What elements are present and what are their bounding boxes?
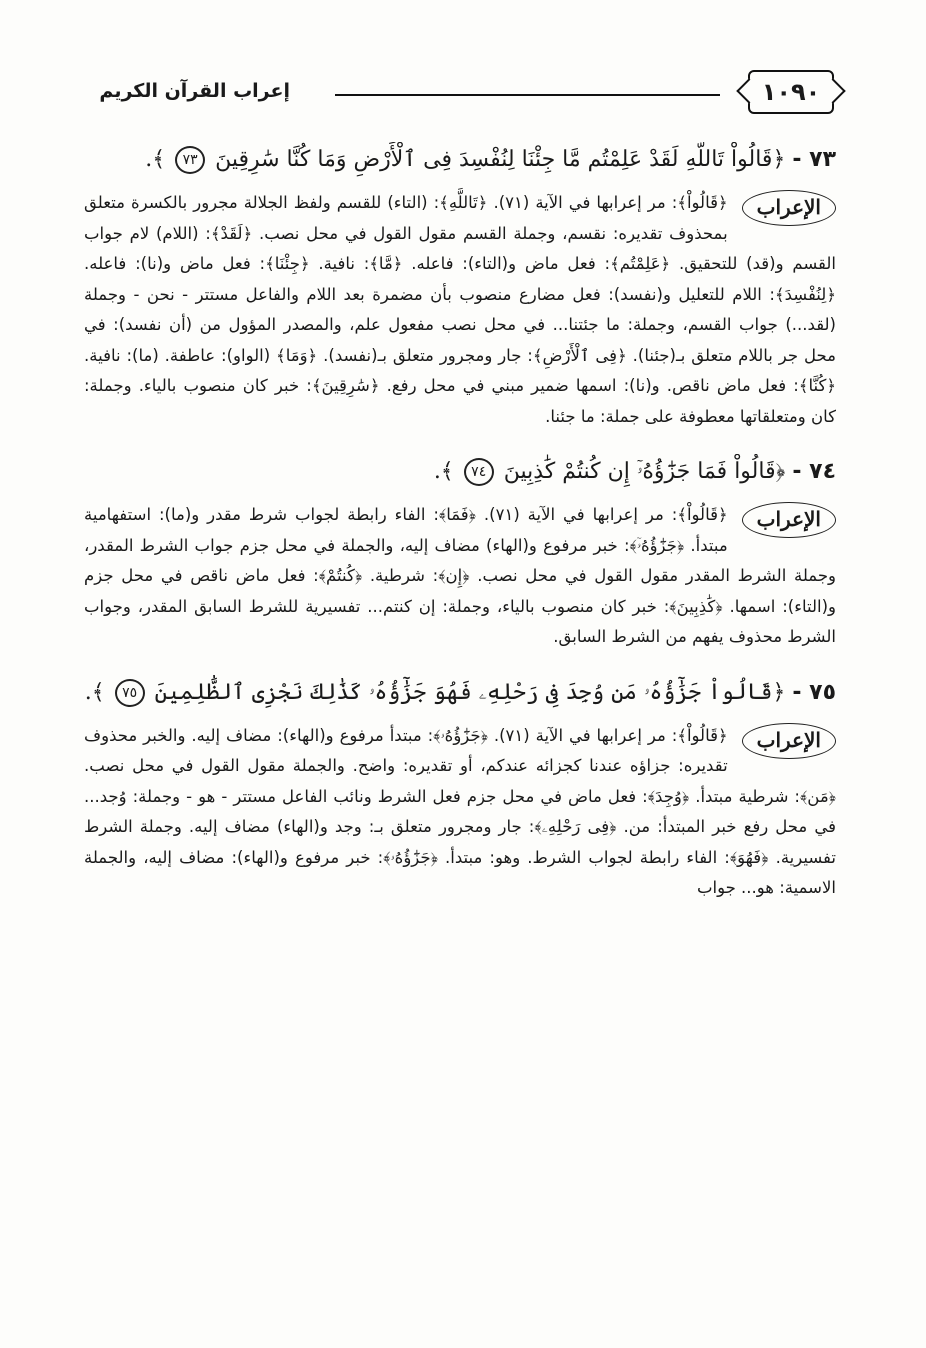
- verse-section-75: [84, 675, 836, 904]
- irab-paragraph: [84, 721, 836, 904]
- irab-text: ﴿قَالُواْ﴾: مر إعرابها في الآية (٧١). ﴿فَمَا﴾: الفاء رابطة لجواب شرط مقدر و(ما): استفهامية مبتدأ. ﴿جَزَٰٓؤُهُۥٓ﴾: خبر مرفوع و(الهاء) مضاف إليه، والجملة في محل جزم جواب الشرط المقدر، وجملة الشرط المقدر مقول القول في محل نصب. ﴿إِن﴾: شرطية. ﴿كُنتُمْ﴾: فعل ماض ناقص في محل جزم و(التاء): اسمها. ﴿كَٰذِبِينَ﴾: خبر كان منصوب بالياء، وجملة: إن كنتم... تفسيرية للشرط السابق المقدر، وجواب الشرط محذوف يفهم من الشرط السابق.: [84, 505, 836, 646]
- irab-paragraph: [84, 188, 836, 432]
- irab-label: الإعراب: [742, 723, 836, 759]
- page-header: [90, 66, 840, 126]
- verse-line: [84, 454, 836, 490]
- verse-close: ﴾.: [84, 679, 105, 705]
- verse-text: ﴿قَالُواْ جَزَٰٓؤُهُۥ مَن وُجِدَ فِى رَحْلِهِۦ فَهُوَ جَزَٰٓؤُهُۥ كَذَٰلِكَ نَجْزِى ٱلظَّٰلِمِينَ: [154, 679, 786, 705]
- irab-paragraph: [84, 500, 836, 653]
- header-rule: [335, 94, 720, 96]
- verse-number: ٧٤ -: [792, 459, 836, 484]
- page-content: [84, 142, 836, 926]
- verse-text: ﴿قَالُواْ فَمَا جَزَٰٓؤُهُۥٓ إِن كُنتُمْ كَٰذِبِينَ: [503, 459, 786, 484]
- ayah-end-marker: ٧٤: [464, 458, 494, 486]
- page-number: ١٠٩٠: [748, 70, 834, 114]
- verse-number: ٧٣ -: [792, 147, 836, 172]
- verse-number: ٧٥ -: [792, 679, 836, 705]
- ayah-end-marker: ٧٣: [175, 146, 205, 174]
- verse-text: ﴿قَالُواْ تَاللَّهِ لَقَدْ عَلِمْتُم مَّا جِئْنَا لِنُفْسِدَ فِى ٱلْأَرْضِ وَمَا كُنَّا سَٰرِقِينَ: [215, 147, 786, 172]
- irab-text: ﴿قَالُواْ﴾: مر إعرابها في الآية (٧١). ﴿جَزَٰٓؤُهُۥ﴾: مبتدأ مرفوع و(الهاء): مضاف إليه. والخبر محذوف تقديره: جزاؤه عندنا كجزائه عندكم، أو تقديره: واضح. والجملة مقول القول في محل نصب. ﴿مَن﴾: شرطية مبتدأ. ﴿وُجِدَ﴾: فعل ماض في محل جزم فعل الشرط ونائب الفاعل مستتر - هو - وجملة: وُجد... في محل رفع خبر المبتدأ: من. ﴿فِى رَحْلِهِۦ﴾: جار ومجرور متعلق بـ: وجد و(الهاء) مضاف إليه. وجملة الشرط تفسيرية. ﴿فَهُوَ﴾: الفاء رابطة لجواب الشرط. وهو: مبتدأ. ﴿جَزَٰٓؤُهُۥ﴾: خبر مرفوع و(الهاء): مضاف إليه، والجملة الاسمية: هو... جواب: [84, 725, 836, 897]
- irab-text: ﴿قَالُواْ﴾: مر إعرابها في الآية (٧١). ﴿تَاللَّهِ﴾: (التاء) للقسم ولفظ الجلالة مجرور بالكسرة متعلق بمحذوف تقديره: نقسم، وجملة القسم مقول القول في محل نصب. ﴿لَقَدْ﴾: (اللام) لام جواب القسم و(قد) للتحقيق. ﴿عَلِمْتُم﴾: فعل ماض و(التاء): فاعله. ﴿مَّا﴾: نافية. ﴿جِئْنَا﴾: فعل ماض و(نا): فاعله. ﴿لِنُفْسِدَ﴾: اللام للتعليل و(نفسد): فعل مضارع منصوب بأن مضمرة بعد اللام والفاعل مستتر - نحن - وجملة (لقد...) جواب القسم، وجملة: ما جئتنا... في محل نصب مفعول علم، والمصدر المؤول من (أن نفسد): في محل جر باللام متعلق بـ(جئنا). ﴿فِى ٱلْأَرْضِ﴾: جار ومجرور متعلق بـ(نفسد). ﴿وَمَا﴾ (الواو): عاطفة. (ما): نافية. ﴿كُنَّا﴾: فعل ماض ناقص. و(نا): اسمها ضمير مبني في محل رفع. ﴿سَٰرِقِينَ﴾: خبر كان منصوب بالياء. وجملة: كان ومتعلقاتها معطوفة على جملة: ما جئنا.: [84, 193, 836, 426]
- verse-section-74: [84, 454, 836, 653]
- irab-label: الإعراب: [742, 502, 836, 538]
- verse-section-73: [84, 142, 836, 432]
- irab-label: الإعراب: [742, 190, 836, 226]
- ayah-end-marker: ٧٥: [115, 679, 145, 707]
- verse-close: ﴾.: [433, 459, 454, 484]
- verse-line: [84, 675, 836, 711]
- verse-close: ﴾.: [145, 147, 166, 172]
- verse-line: [84, 142, 836, 178]
- book-title: إعراب القرآن الكريم: [99, 80, 290, 102]
